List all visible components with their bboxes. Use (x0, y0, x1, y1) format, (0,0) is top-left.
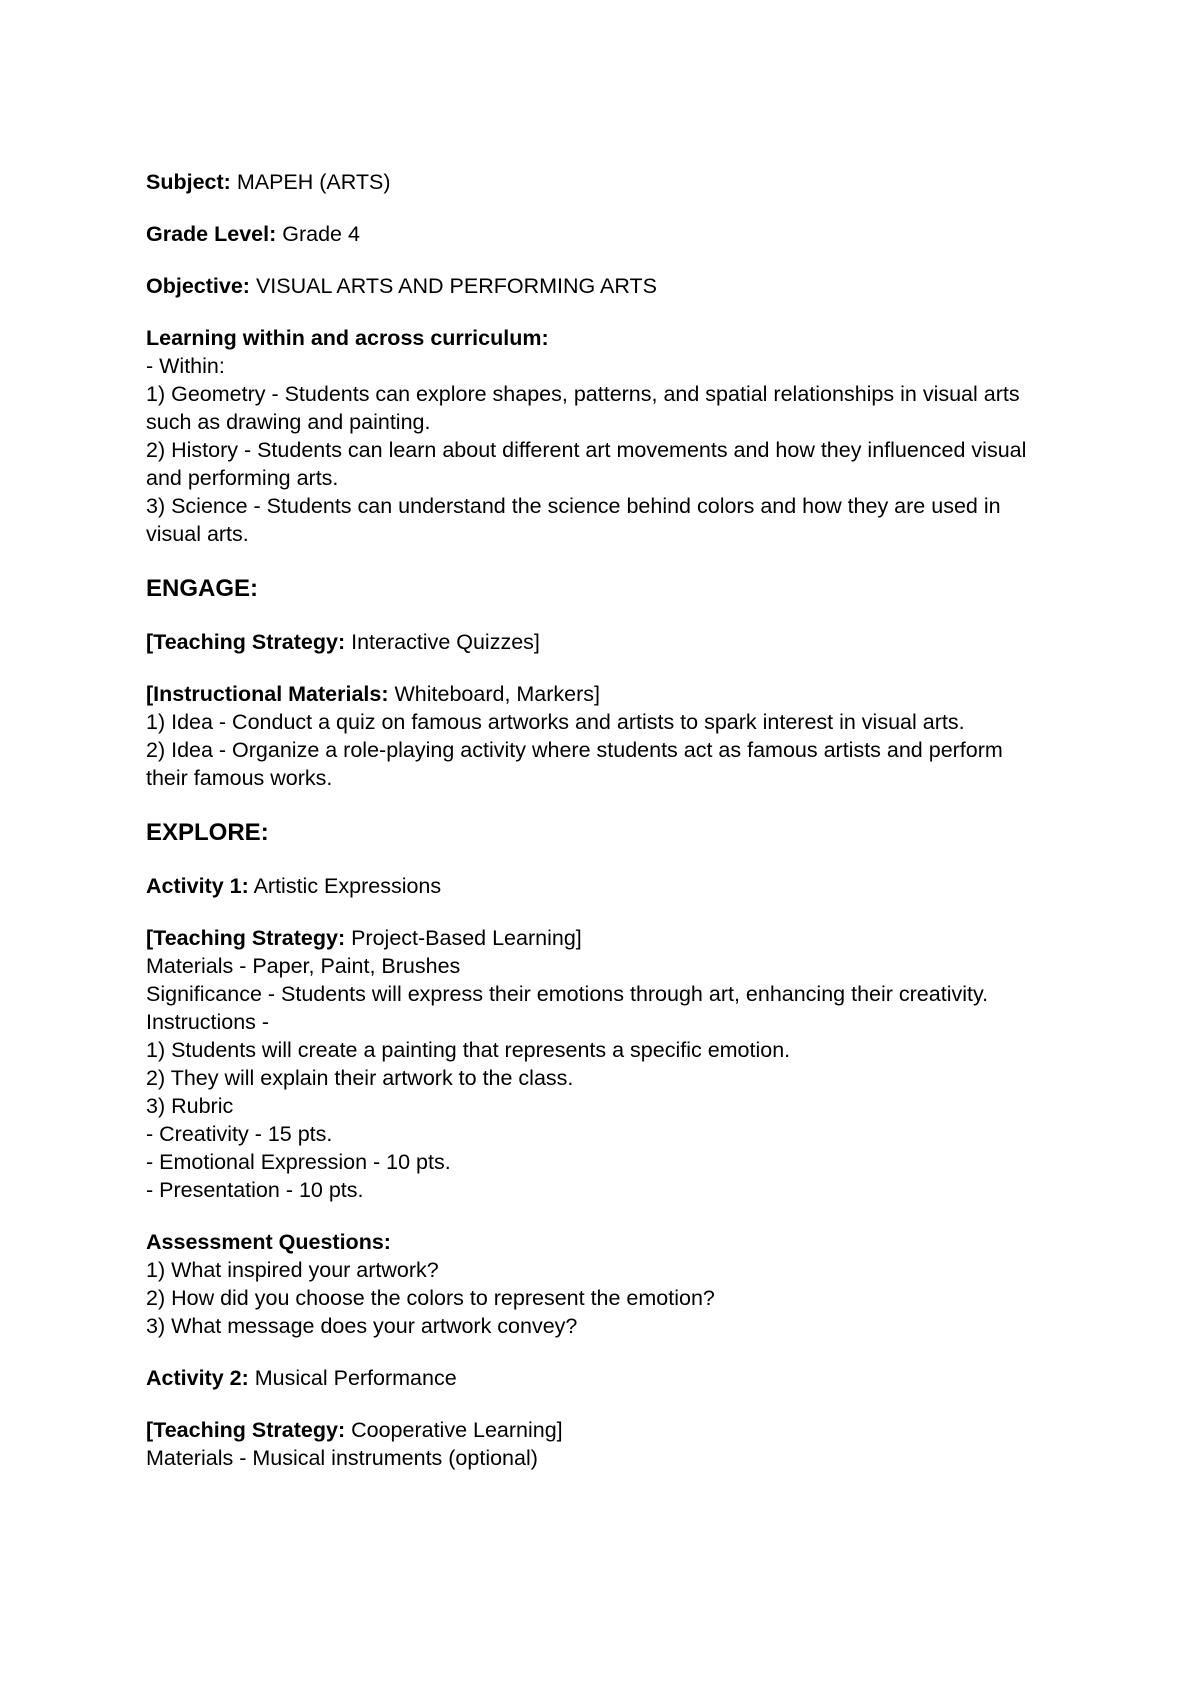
objective-value: VISUAL ARTS AND PERFORMING ARTS (255, 274, 657, 298)
grade-value: Grade 4 (282, 222, 360, 246)
activity1-line: - Presentation - 10 pts. (146, 1178, 364, 1202)
subject-label: Subject: (146, 170, 231, 194)
engage-materials: [Instructional Materials: Whiteboard, Markers] (146, 682, 601, 706)
assessment-title: Assessment Questions: (146, 1230, 391, 1254)
activity1-line: 1) Students will create a painting that represents a specific emotion. (146, 1038, 791, 1062)
engage-heading: ENGAGE: (146, 575, 259, 602)
activity1-line: - Creativity - 15 pts. (146, 1122, 333, 1146)
activity1-line: Significance - Students will express their emotions through art, enhancing their creativity. (146, 982, 989, 1006)
activity1-line: 2) They will explain their artwork to the class. (146, 1066, 574, 1090)
assessment-question: 1) What inspired your artwork? (146, 1258, 439, 1282)
objective-label: Objective: (146, 274, 250, 298)
curriculum-title: Learning within and across curriculum: (146, 326, 549, 350)
curriculum-item: 3) Science - Students can understand the science behind colors and how they are used in visual arts. (146, 494, 1007, 546)
explore-heading: EXPLORE: (146, 819, 269, 846)
subject-line (146, 168, 1046, 196)
engage-strategy: [Teaching Strategy: Interactive Quizzes] (146, 630, 540, 654)
assessment-question: 2) How did you choose the colors to represent the emotion? (146, 1286, 715, 1310)
activity1-strategy: [Teaching Strategy: Project-Based Learning] (146, 926, 582, 950)
activity1-line: 3) Rubric (146, 1094, 234, 1118)
objective-line (146, 272, 1046, 300)
activity1-line: Materials - Paper, Paint, Brushes (146, 954, 461, 978)
activity2-strategy: [Teaching Strategy: Cooperative Learning] (146, 1418, 563, 1442)
engage-idea: 2) Idea - Organize a role-playing activity where students act as famous artists and perform their famous works. (146, 738, 1009, 790)
curriculum-item: 1) Geometry - Students can explore shapes, patterns, and spatial relationships in visual arts such as drawing and painting. (146, 382, 1026, 434)
grade-line (146, 220, 1046, 248)
activity1-line: - Emotional Expression - 10 pts. (146, 1150, 451, 1174)
activity2-materials: Materials - Musical instruments (optional) (146, 1446, 538, 1470)
subject-value: MAPEH (ARTS) (236, 170, 391, 194)
engage-idea: 1) Idea - Conduct a quiz on famous artworks and artists to spark interest in visual arts. (146, 710, 965, 734)
activity1-title: Activity 1: Artistic Expressions (146, 874, 442, 898)
curriculum-within: - Within: (146, 354, 225, 378)
assessment-question: 3) What message does your artwork convey? (146, 1314, 578, 1338)
activity2-title: Activity 2: Musical Performance (146, 1366, 457, 1390)
activity1-line: Instructions - (146, 1010, 270, 1034)
document-page (146, 168, 1046, 1472)
curriculum-item: 2) History - Students can learn about different art movements and how they influenced visual and performing arts. (146, 438, 1033, 490)
grade-label: Grade Level: (146, 222, 277, 246)
